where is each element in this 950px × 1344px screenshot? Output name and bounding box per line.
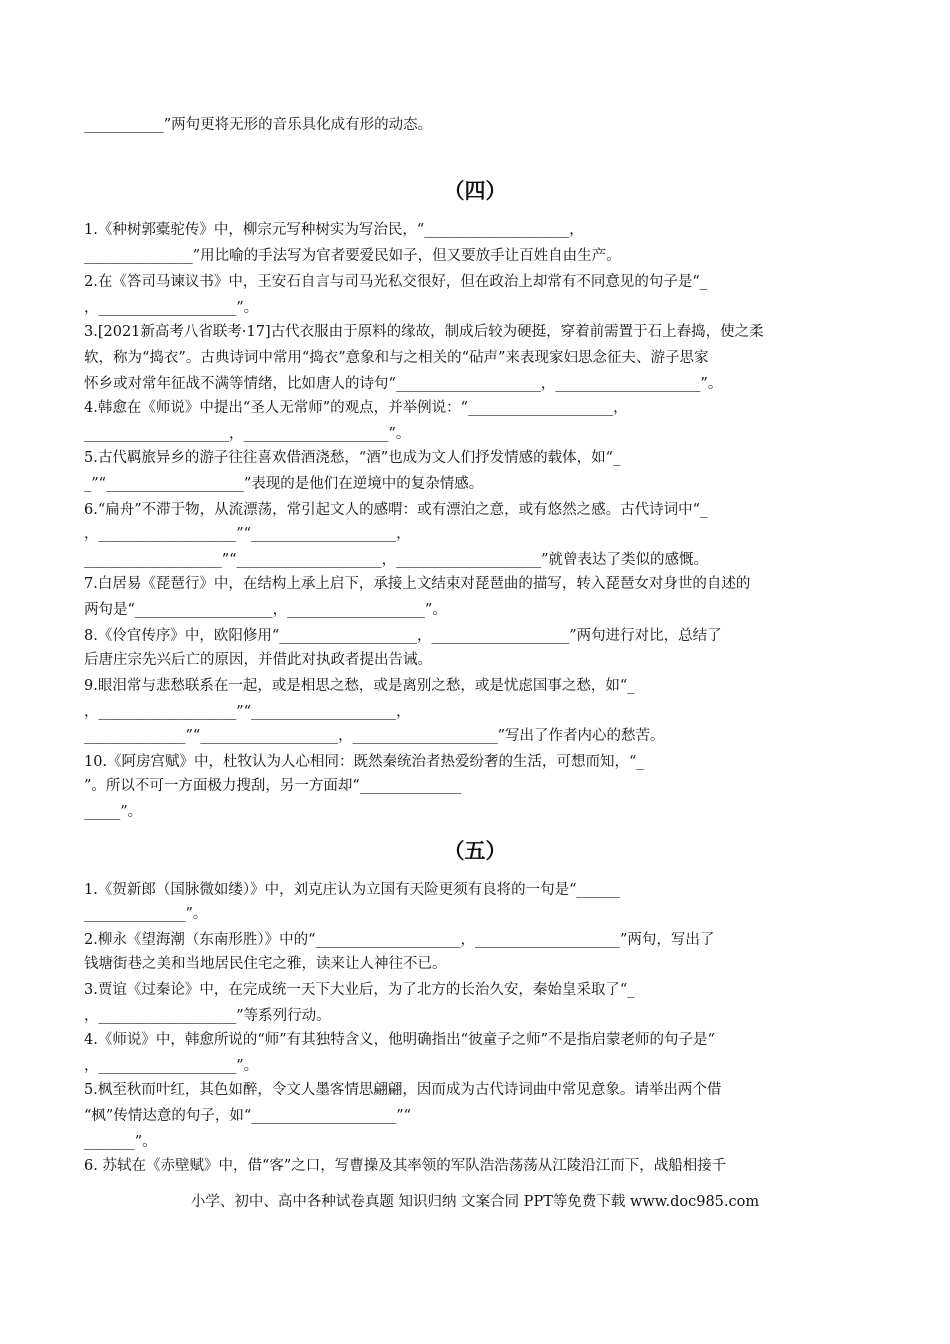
question-line: ”。所以不可一方面极力搜刮，另一方面却“______________ [84,778,462,794]
question-line: _______________”用比喻的手法写为官者要爱民如子，但又要放手让百姓自由生产。 [84,248,621,264]
question-line: 7.白居易《琵琶行》中，在结构上承上启下，承接上文结束对琵琶曲的描写，转入琵琶女对身世的自述的 [84,576,751,592]
question-line: 8.《伶官传序》中，欧阳修用“___________________，___________________”两句进行对比，总结了 [84,628,722,644]
question-line: 3.[2021新高考八省联考·17]古代衣服由于原料的缘故，制成后较为硬挺，穿着前需置于石上舂捣，使之柔 [84,324,764,340]
question-line: _______”。 [84,1134,157,1150]
question-line: 软，称为“捣衣”。古典诗词中常用“捣衣”意象和与之相关的“砧声”来表现家妇思念征夫、游子思家 [84,350,709,366]
question-line: ，___________________”“____________________， [84,704,411,720]
question-line: 怀乡或对常年征战不满等情绪，比如唐人的诗句“____________________，____________________”。 [84,376,723,392]
question-line: 3.贾谊《过秦论》中，在完成统一天下大业后，为了北方的长治久安，秦始皇采取了“_ [84,982,635,998]
question-line: 5.古代羁旅异乡的游子往往喜欢借酒浇愁，“酒”也成为文人们抒发情感的载体，如“_ [84,450,621,466]
question-line: 1.《种树郭橐驼传》中，柳宗元写种树实为写治民，“____________________， [84,222,584,238]
question-line: ，___________________”。 [84,300,259,316]
question-line: 1.《贺新郎（国脉微如缕）》中，刘克庄认为立国有天险更须有良将的一句是“______ [84,882,620,898]
question-line: “枫”传情达意的句子，如“____________________”“ [84,1108,412,1124]
question-line: 6. 苏轼在《赤壁赋》中，借“客”之口，写曹操及其率领的军队浩浩荡荡从江陵沿江而下，战船相接千 [84,1158,727,1174]
question-line: 4.韩愈在《师说》中提出“圣人无常师”的观点，并举例说：“____________________， [84,400,628,416]
question-line: ，___________________”。 [84,1058,259,1074]
question-line: 2.柳永《望海潮（东南形胜）》中的“____________________，____________________”两句，写出了 [84,932,715,948]
question-line: _”“___________________”表现的是他们在逆境中的复杂情感。 [84,476,484,492]
question-line: 6.“扁舟”不滞于物，从流漂荡，常引起文人的感喟：或有漂泊之意，或有悠然之感。古代诗词中“_ [84,502,708,518]
question-line: ____________________，____________________”。 [84,426,411,442]
question-line: ，___________________”“____________________， [84,526,411,542]
question-line: 两句是“___________________，___________________”。 [84,602,447,618]
question-line: 10.《阿房宫赋》中，杜牧认为人心相同：既然秦统治者热爱纷奢的生活，可想而知，“_ [84,754,644,770]
question-line: 9.眼泪常与悲愁联系在一起，或是相思之愁，或是离别之愁，或是忧虑国事之愁，如“_ [84,678,635,694]
question-line: 钱塘街巷之美和当地居民住宅之雅，读来让人神往不已。 [84,956,447,972]
question-line: ______________”。 [84,906,208,922]
question-line: 2.在《答司马谏议书》中，王安石自言与司马光私交很好，但在政治上却常有不同意见的句子是“_ [84,274,707,290]
question-line: ___________________”“____________________，____________________”就曾表达了类似的感慨。 [84,552,708,568]
question-line: ______________”“___________________，____________________”写出了作者内心的愁苦。 [84,728,665,744]
question-line: 4.《师说》中，韩愈所说的“师”有其独特含义，他明确指出“彼童子之师”不是指启蒙老师的句子是“ [84,1032,715,1048]
question-line: ，___________________”等系列行动。 [84,1008,331,1024]
question-line: 5.枫至秋而叶红，其色如醉，令文人墨客情思翩翩，因而成为古代诗词曲中常见意象。请举出两个借 [84,1082,722,1098]
question-line: _____”。 [84,804,143,820]
section-heading: （五） [443,838,507,863]
question-line: 后唐庄宗先兴后亡的原因，并借此对执政者提出告诫。 [84,652,432,668]
page-footer: 小学、初中、高中各种试卷真题 知识归纳 文案合同 PPT等免费下载 www.doc985.com [190,1194,760,1210]
text-line: ___________”两句更将无形的音乐具化成有形的动态。 [84,117,433,133]
section-heading: （四） [443,178,507,203]
